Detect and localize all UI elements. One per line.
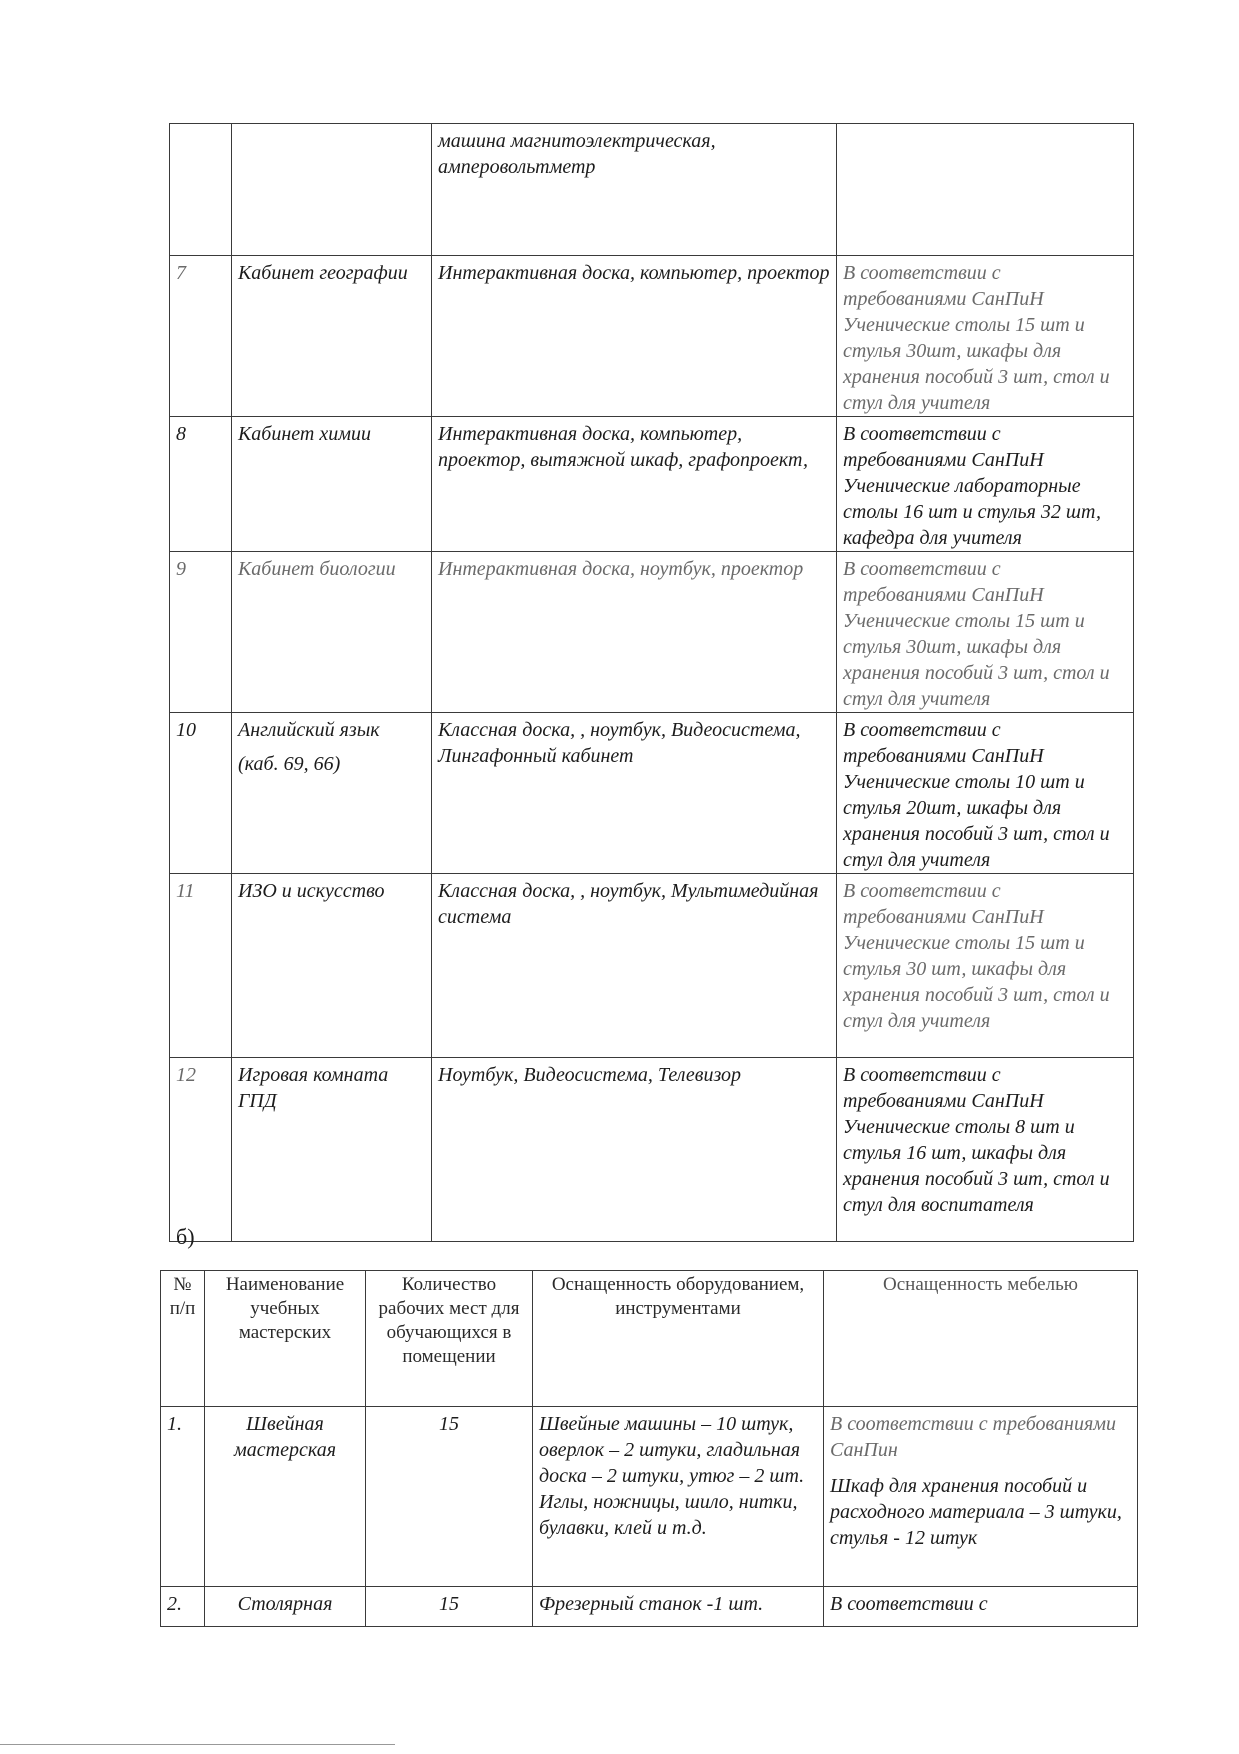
room-name: ИЗО и искусство (232, 874, 432, 1058)
row-number: 11 (170, 874, 232, 1058)
workshop-seats: 15 (366, 1407, 533, 1587)
row-number: 12 (170, 1058, 232, 1242)
table-row (161, 1587, 1138, 1627)
workshops-table (160, 1270, 1138, 1627)
room-equipment: машина магнитоэлектрическая, амперовольтметр (432, 124, 837, 256)
room-name-cell (232, 713, 432, 874)
table-row (170, 1058, 1134, 1242)
room-equipment: Интерактивная доска, ноутбук, проектор (432, 552, 837, 713)
header-furniture: Оснащенность мебелью (824, 1271, 1138, 1407)
workshop-equipment: Швейные машины – 10 штук, оверлок – 2 штуки, гладильная доска – 2 штуки, утюг – 2 шт. Иглы, ножницы, шило, нитки, булавки, клей и т.д. (533, 1407, 824, 1587)
header-num: № п/п (161, 1271, 205, 1407)
row-number: 9 (170, 552, 232, 713)
table-header-row (161, 1271, 1138, 1407)
room-numbers: (каб. 69, 66) (238, 753, 341, 775)
furniture-note: В соответствии с (830, 1593, 988, 1615)
row-number: 1. (161, 1407, 205, 1587)
workshop-equipment: Фрезерный станок -1 шт. (533, 1587, 824, 1627)
table-row (170, 552, 1134, 713)
table-row (161, 1407, 1138, 1587)
room-furniture: В соответствии с требованиями СанПиН Ученические столы 15 шт и стулья 30шт, шкафы для хранения пособий 3 шт, стол и стул для учителя (837, 552, 1134, 713)
room-name: Кабинет географии (232, 256, 432, 417)
workshop-name: Швейная мастерская (205, 1407, 366, 1587)
room-name: Кабинет химии (232, 417, 432, 552)
equipment-table (169, 123, 1134, 1242)
room-equipment: Ноутбук, Видеосистема, Телевизор (432, 1058, 837, 1242)
room-furniture: В соответствии с требованиями СанПиН Ученические столы 8 шт и стулья 16 шт, шкафы для хранения пособий 3 шт, стол и стул для воспитателя (837, 1058, 1134, 1242)
row-number (170, 124, 232, 256)
table-row (170, 124, 1134, 256)
room-furniture: В соответствии с требованиями СанПиН Ученические столы 10 шт и стулья 20шт, шкафы для хранения пособий 3 шт, стол и стул для учителя (837, 713, 1134, 874)
table-row (170, 713, 1134, 874)
row-number: 8 (170, 417, 232, 552)
room-furniture: В соответствии с требованиями СанПиН Ученические столы 15 шт и стулья 30 шт, шкафы для хранения пособий 3 шт, стол и стул для учителя (837, 874, 1134, 1058)
room-equipment: Интерактивная доска, компьютер, проектор, вытяжной шкаф, графопроект, (432, 417, 837, 552)
room-equipment: Классная доска, , ноутбук, Мультимедийная система (432, 874, 837, 1058)
room-name (232, 124, 432, 256)
row-number: 7 (170, 256, 232, 417)
workshop-name: Столярная (205, 1587, 366, 1627)
furniture-list: Шкаф для хранения пособий и расходного материала – 3 штуки, стулья - 12 штук (830, 1475, 1122, 1549)
header-name: Наименование учебных мастерских (205, 1271, 366, 1407)
row-number: 2. (161, 1587, 205, 1627)
table-row (170, 417, 1134, 552)
header-equipment: Оснащенность оборудованием, инструментами (533, 1271, 824, 1407)
room-furniture: В соответствии с требованиями СанПиН Ученические лабораторные столы 16 шт и стулья 32 шт, кафедра для учителя (837, 417, 1134, 552)
room-name: Английский язык (238, 719, 380, 741)
room-furniture (837, 124, 1134, 256)
table-row (170, 256, 1134, 417)
room-equipment: Классная доска, , ноутбук, Видеосистема, Лингафонный кабинет (432, 713, 837, 874)
table-row (170, 874, 1134, 1058)
workshop-furniture (824, 1587, 1138, 1627)
footer-rule (0, 1744, 395, 1745)
furniture-note: В соответствии с требованиями СанПин (830, 1413, 1117, 1461)
section-label: б) (176, 1224, 195, 1249)
row-number: 10 (170, 713, 232, 874)
room-name: Кабинет биологии (232, 552, 432, 713)
room-name: Игровая комната ГПД (232, 1058, 432, 1242)
room-furniture: В соответствии с требованиями СанПиН Ученические столы 15 шт и стулья 30шт, шкафы для хранения пособий 3 шт, стол и стул для учителя (837, 256, 1134, 417)
workshop-furniture (824, 1407, 1138, 1587)
header-seats: Количество рабочих мест для обучающихся в помещении (366, 1271, 533, 1407)
room-equipment: Интерактивная доска, компьютер, проектор (432, 256, 837, 417)
workshop-seats: 15 (366, 1587, 533, 1627)
